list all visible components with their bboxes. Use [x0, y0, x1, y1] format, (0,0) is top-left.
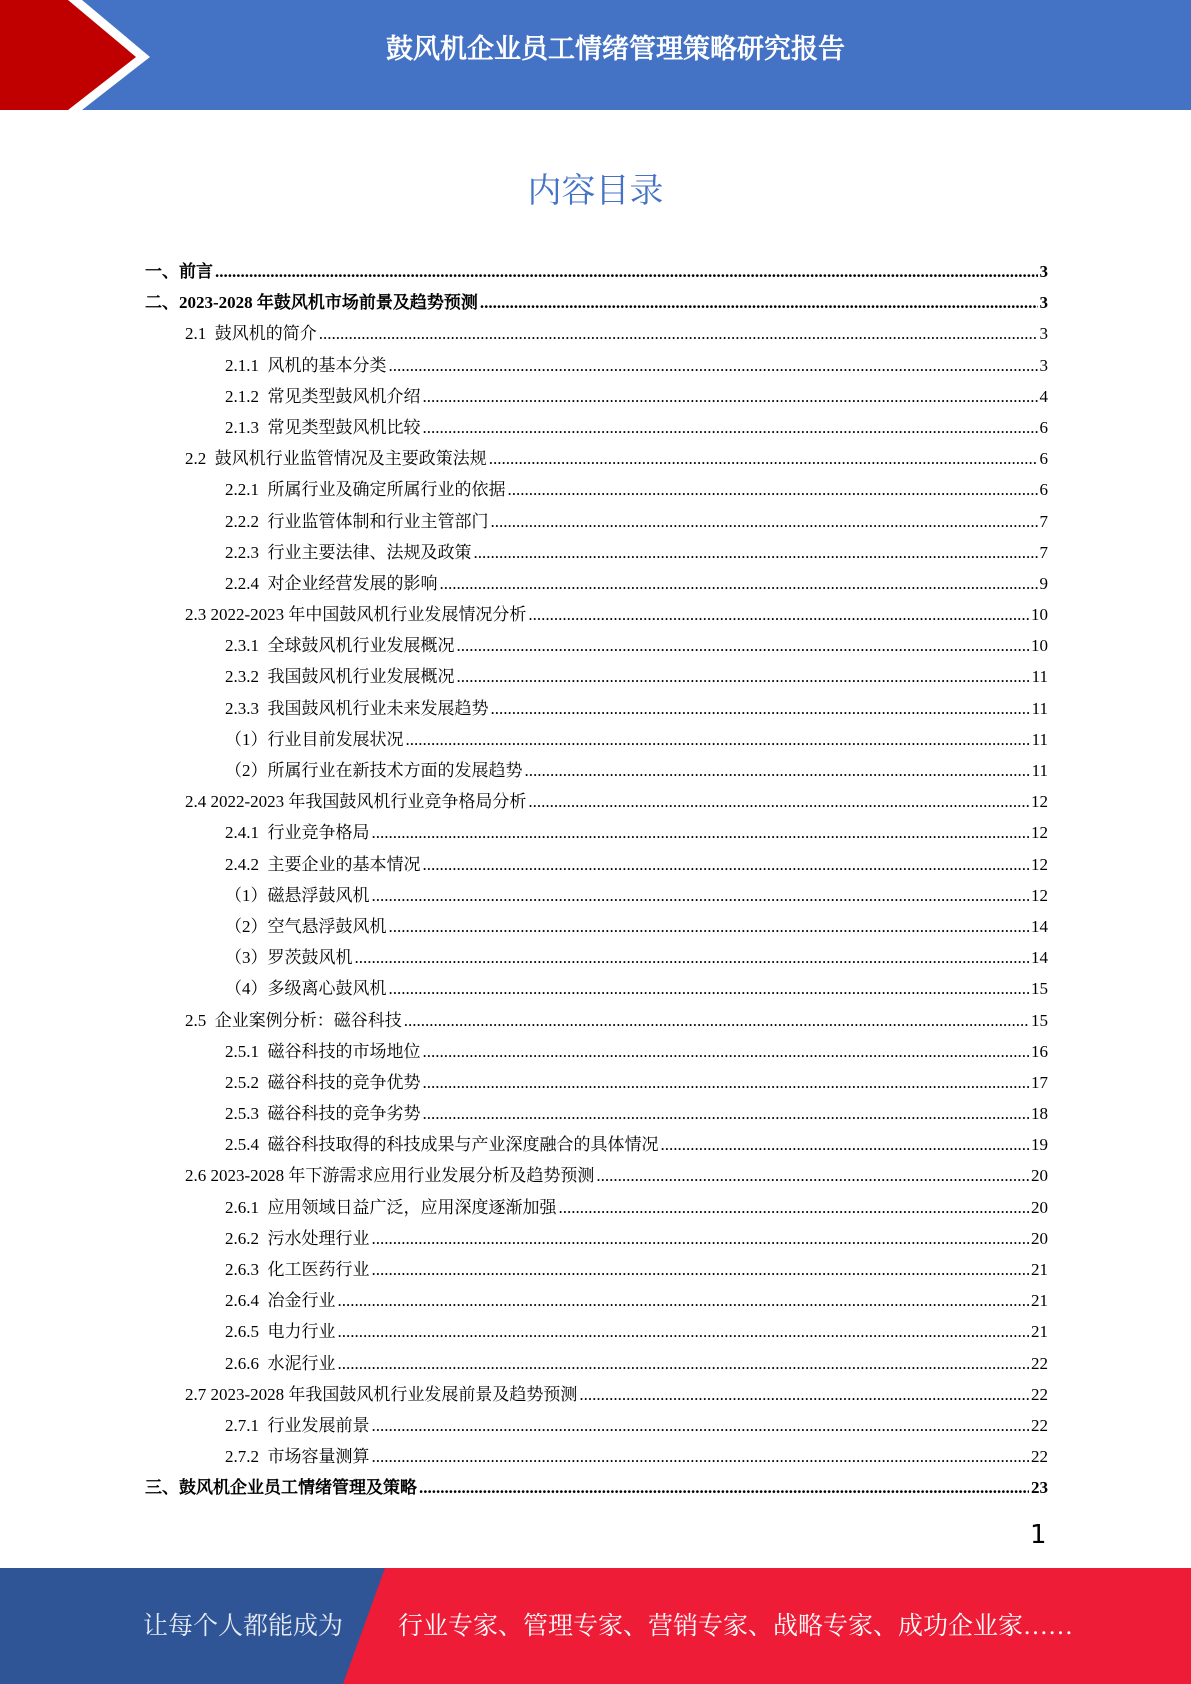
toc-entry-title: 2.1.3 常见类型鼓风机比较: [225, 417, 421, 437]
toc-leader-dots: [338, 1316, 1030, 1347]
toc-entry[interactable]: [145, 661, 1048, 692]
toc-entry-title: 2.6.4 冶金行业: [225, 1291, 336, 1311]
toc-entry-page: 7: [1039, 511, 1048, 531]
toc-leader-dots: [559, 1192, 1030, 1223]
toc-entry-title: 2.6.2 污水处理行业: [225, 1228, 370, 1248]
page-number: 1: [1030, 1520, 1047, 1550]
toc-leader-dots: [423, 1098, 1030, 1129]
toc-entry[interactable]: [145, 599, 1048, 630]
toc-entry[interactable]: [145, 318, 1048, 349]
table-of-contents: [145, 256, 1048, 1504]
toc-entry[interactable]: [145, 1410, 1048, 1441]
toc-entry-page: 22: [1031, 1447, 1048, 1467]
toc-entry-title: 2.6.5 电力行业: [225, 1322, 336, 1342]
toc-entry-page: 20: [1031, 1228, 1048, 1248]
toc-leader-dots: [457, 661, 1030, 692]
toc-leader-dots: [372, 1223, 1030, 1254]
toc-entry-page: 9: [1039, 573, 1048, 593]
toc-entry[interactable]: [145, 755, 1048, 786]
toc-leader-dots: [372, 1254, 1030, 1285]
toc-leader-dots: [372, 1441, 1030, 1472]
page-header: [0, 0, 1191, 110]
toc-entry-title: 2.5.4 磁谷科技取得的科技成果与产业深度融合的具体情况: [225, 1135, 659, 1155]
toc-entry[interactable]: [145, 1098, 1048, 1129]
toc-entry-page: 11: [1031, 667, 1048, 687]
toc-entry[interactable]: [145, 1316, 1048, 1347]
toc-entry-title: 三、鼓风机企业员工情绪管理及策略: [145, 1478, 417, 1498]
toc-leader-dots: [338, 1285, 1030, 1316]
toc-entry[interactable]: [145, 1254, 1048, 1285]
toc-entry[interactable]: [145, 1129, 1048, 1160]
toc-entry[interactable]: [145, 911, 1048, 942]
toc-entry[interactable]: [145, 568, 1048, 599]
toc-entry-page: 22: [1031, 1384, 1048, 1404]
toc-entry-title: 2.3.2 我国鼓风机行业发展概况: [225, 667, 455, 687]
toc-entry-title: 2.4 2022-2023 年我国鼓风机行业竞争格局分析: [185, 792, 527, 812]
toc-entry-title: （1）行业目前发展状况: [225, 729, 404, 749]
toc-entry-page: 22: [1031, 1415, 1048, 1435]
toc-leader-dots: [474, 537, 1038, 568]
toc-leader-dots: [389, 350, 1038, 381]
toc-leader-dots: [528, 786, 1029, 817]
toc-entry-page: 6: [1039, 417, 1048, 437]
toc-leader-dots: [423, 381, 1038, 412]
toc-leader-dots: [338, 1348, 1030, 1379]
toc-entry[interactable]: [145, 1441, 1048, 1472]
footer-slogan-right: 行业专家、管理专家、营销专家、战略专家、成功企业家……: [398, 1613, 1074, 1640]
toc-entry[interactable]: [145, 973, 1048, 1004]
toc-entry-page: 15: [1031, 1010, 1048, 1030]
toc-leader-dots: [372, 817, 1030, 848]
toc-entry[interactable]: [145, 1285, 1048, 1316]
toc-entry-page: 15: [1031, 979, 1048, 999]
toc-leader-dots: [423, 1067, 1030, 1098]
toc-leader-dots: [525, 755, 1030, 786]
toc-leader-dots: [480, 287, 1038, 318]
toc-entry[interactable]: [145, 412, 1048, 443]
page-footer: [0, 1568, 1191, 1684]
toc-entry-page: 12: [1031, 885, 1048, 905]
toc-entry-page: 3: [1039, 355, 1048, 375]
toc-entry-page: 3: [1039, 262, 1048, 281]
toc-entry-title: （2）所属行业在新技术方面的发展趋势: [225, 761, 523, 780]
toc-entry-title: 2.5.3 磁谷科技的竞争劣势: [225, 1104, 421, 1124]
toc-leader-dots: [423, 412, 1038, 443]
toc-leader-dots: [508, 474, 1038, 505]
toc-entry-page: 11: [1031, 698, 1048, 718]
toc-entry[interactable]: [145, 786, 1048, 817]
toc-leader-dots: [319, 318, 1038, 349]
header-title: 鼓风机企业员工情绪管理策略研究报告: [386, 34, 845, 65]
toc-leader-dots: [528, 599, 1029, 630]
toc-entry-page: 17: [1031, 1072, 1048, 1092]
toc-entry-title: 2.7.1 行业发展前景: [225, 1415, 370, 1435]
toc-entry[interactable]: [145, 942, 1048, 973]
toc-entry[interactable]: [145, 350, 1048, 381]
toc-entry[interactable]: [145, 1192, 1048, 1223]
toc-entry-title: 2.2.1 所属行业及确定所属行业的依据: [225, 480, 506, 500]
toc-entry-title: （3）罗茨鼓风机: [225, 948, 353, 968]
toc-entry-title: 2.3 2022-2023 年中国鼓风机行业发展情况分析: [185, 605, 527, 625]
toc-entry[interactable]: [145, 880, 1048, 911]
toc-entry-title: 2.6.6 水泥行业: [225, 1353, 336, 1373]
toc-entry-title: 2.2 鼓风机行业监管情况及主要政策法规: [185, 449, 487, 469]
toc-entry[interactable]: [145, 443, 1048, 474]
toc-leader-dots: [423, 1036, 1030, 1067]
toc-entry-page: 20: [1031, 1166, 1048, 1186]
toc-leader-dots: [419, 1472, 1029, 1503]
toc-entry-title: 2.1.1 风机的基本分类: [225, 355, 387, 375]
toc-entry-page: 6: [1039, 480, 1048, 500]
toc-entry[interactable]: [145, 1379, 1048, 1410]
toc-leader-dots: [215, 256, 1038, 287]
toc-entry[interactable]: [145, 506, 1048, 537]
toc-entry-page: 18: [1031, 1104, 1048, 1124]
toc-entry[interactable]: [145, 693, 1048, 724]
toc-entry-title: 2.7.2 市场容量测算: [225, 1447, 370, 1467]
toc-entry[interactable]: [145, 381, 1048, 412]
toc-entry-title: （4）多级离心鼓风机: [225, 979, 387, 999]
toc-leader-dots: [404, 1005, 1029, 1036]
toc-leader-dots: [355, 942, 1030, 973]
toc-leader-dots: [596, 1160, 1029, 1191]
toc-entry-page: 14: [1031, 948, 1048, 968]
toc-entry-title: 2.5 企业案例分析：磁谷科技: [185, 1010, 402, 1030]
toc-entry-page: 7: [1039, 542, 1048, 562]
toc-leader-dots: [440, 568, 1038, 599]
toc-entry-page: 4: [1039, 386, 1048, 406]
toc-entry-page: 16: [1031, 1041, 1048, 1061]
toc-entry[interactable]: [145, 1472, 1048, 1503]
toc-entry[interactable]: [145, 817, 1048, 848]
toc-leader-dots: [661, 1129, 1030, 1160]
toc-entry-title: 2.5.1 磁谷科技的市场地位: [225, 1041, 421, 1061]
toc-entry-page: 3: [1039, 293, 1048, 313]
toc-entry-page: 21: [1031, 1322, 1048, 1342]
toc-entry-page: 3: [1039, 324, 1048, 344]
toc-entry[interactable]: [145, 1348, 1048, 1379]
toc-entry[interactable]: [145, 256, 1048, 287]
toc-leader-dots: [406, 724, 1030, 755]
toc-entry[interactable]: [145, 474, 1048, 505]
toc-entry-title: 2.5.2 磁谷科技的竞争优势: [225, 1072, 421, 1092]
toc-entry[interactable]: [145, 287, 1048, 318]
toc-entry-title: 2.7 2023-2028 年我国鼓风机行业发展前景及趋势预测: [185, 1384, 578, 1404]
toc-entry-title: 2.3.1 全球鼓风机行业发展概况: [225, 636, 455, 656]
toc-entry-page: 23: [1031, 1478, 1048, 1498]
toc-leader-dots: [372, 880, 1030, 911]
toc-leader-dots: [423, 849, 1030, 880]
toc-entry-title: 2.2.3 行业主要法律、法规及政策: [225, 542, 472, 562]
toc-leader-dots: [389, 973, 1030, 1004]
toc-entry-page: 11: [1031, 729, 1048, 749]
toc-entry[interactable]: [145, 1036, 1048, 1067]
toc-leader-dots: [372, 1410, 1030, 1441]
toc-entry-title: （2）空气悬浮鼓风机: [225, 916, 387, 936]
toc-entry-title: 一、前言: [145, 262, 213, 281]
toc-entry-title: 2.4.2 主要企业的基本情况: [225, 854, 421, 874]
toc-entry-page: 22: [1031, 1353, 1048, 1373]
toc-leader-dots: [489, 443, 1038, 474]
toc-entry-page: 11: [1031, 761, 1048, 780]
toc-entry[interactable]: [145, 1160, 1048, 1191]
toc-entry-title: 2.4.1 行业竞争格局: [225, 823, 370, 843]
toc-leader-dots: [491, 693, 1030, 724]
toc-leader-dots: [457, 630, 1030, 661]
toc-entry[interactable]: [145, 630, 1048, 661]
toc-entry[interactable]: [145, 537, 1048, 568]
toc-leader-dots: [579, 1379, 1029, 1410]
toc-entry-page: 20: [1031, 1197, 1048, 1217]
toc-entry-title: 2.2.2 行业监管体制和行业主管部门: [225, 511, 489, 531]
toc-entry-title: 二、2023-2028 年鼓风机市场前景及趋势预测: [145, 293, 478, 313]
toc-entry-title: 2.6.1 应用领域日益广泛，应用深度逐渐加强: [225, 1197, 557, 1217]
toc-entry[interactable]: [145, 724, 1048, 755]
footer-slogan-left: 让每个人都能成为: [143, 1613, 344, 1640]
toc-leader-dots: [491, 506, 1038, 537]
toc-entry-page: 19: [1031, 1135, 1048, 1155]
toc-entry[interactable]: [145, 1223, 1048, 1254]
toc-entry-title: （1）磁悬浮鼓风机: [225, 885, 370, 905]
toc-entry-title: 2.6.3 化工医药行业: [225, 1260, 370, 1279]
toc-entry-page: 12: [1031, 823, 1048, 843]
toc-entry-title: 2.3.3 我国鼓风机行业未来发展趋势: [225, 698, 489, 718]
toc-entry-page: 12: [1031, 854, 1048, 874]
toc-entry-title: 2.2.4 对企业经营发展的影响: [225, 573, 438, 593]
toc-title: 内容目录: [527, 171, 664, 211]
toc-entry-page: 12: [1031, 792, 1048, 812]
toc-entry[interactable]: [145, 1067, 1048, 1098]
toc-entry-title: 2.1 鼓风机的简介: [185, 324, 317, 344]
toc-entry-page: 14: [1031, 916, 1048, 936]
toc-entry-page: 10: [1031, 636, 1048, 656]
toc-leader-dots: [389, 911, 1030, 942]
toc-entry-title: 2.6 2023-2028 年下游需求应用行业发展分析及趋势预测: [185, 1166, 595, 1186]
toc-entry-page: 6: [1039, 449, 1048, 469]
toc-entry-page: 21: [1031, 1260, 1048, 1279]
toc-entry[interactable]: [145, 1005, 1048, 1036]
toc-entry-title: 2.1.2 常见类型鼓风机介绍: [225, 386, 421, 406]
toc-entry-page: 21: [1031, 1291, 1048, 1311]
toc-entry-page: 10: [1031, 605, 1048, 625]
toc-entry[interactable]: [145, 849, 1048, 880]
